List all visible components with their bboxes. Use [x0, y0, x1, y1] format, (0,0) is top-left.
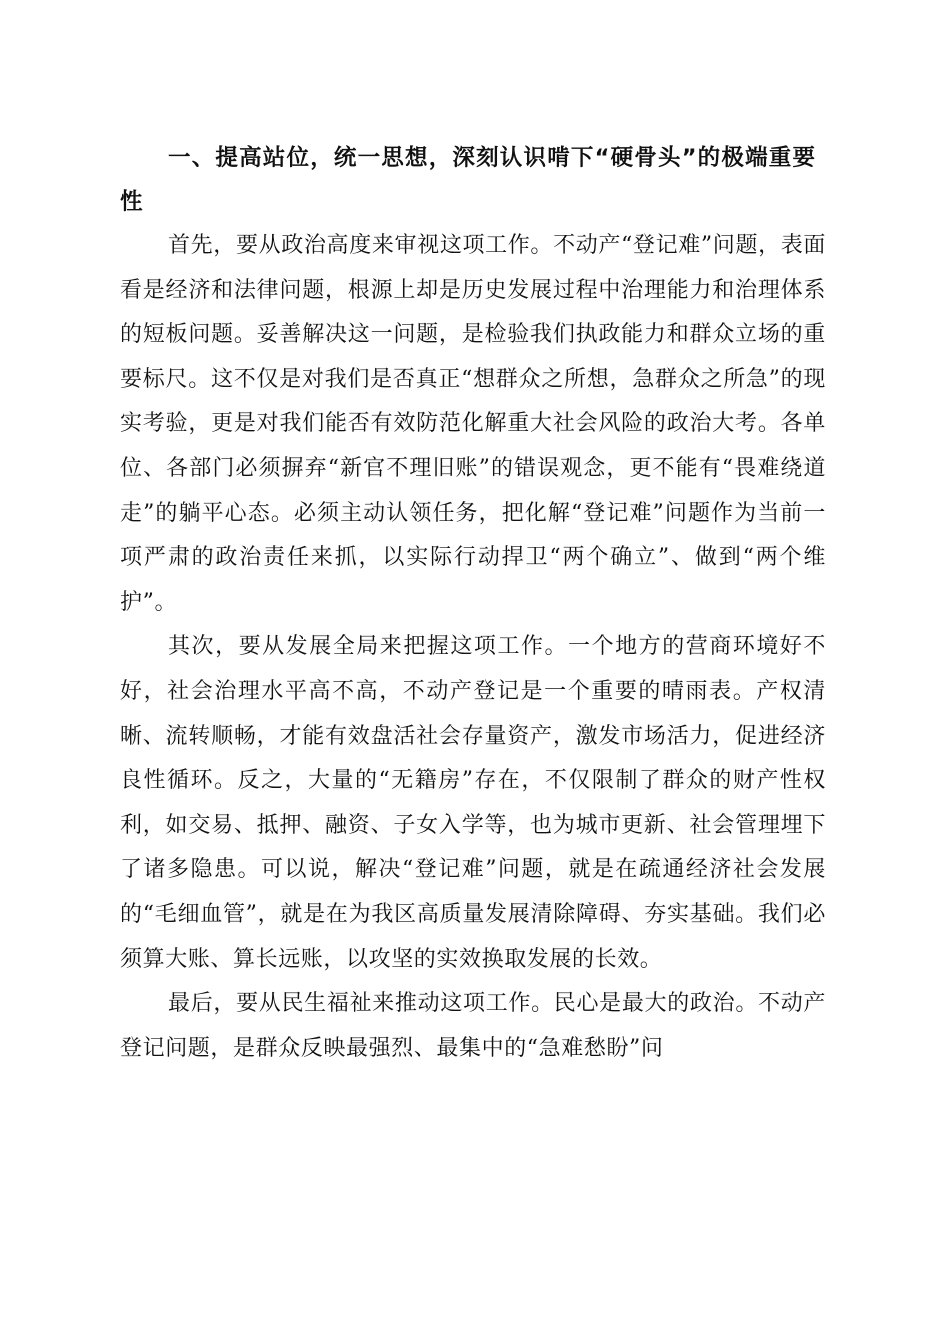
section-heading: 一、提高站位，统一思想，深刻认识啃下“硬骨头”的极端重要性 — [120, 145, 817, 215]
paragraph-first: 首先，要从政治高度来审视这项工作。不动产“登记难”问题，表面看是经济和法律问题，根源上却是历史发展过程中治理能力和治理体系的短板问题。妥善解决这一问题，是检验我们执政能力和群众立场的重要标尺。这不仅是对我们是否真正“想群众之所想，急群众之所急”的现实考验，更是对我们能否有效防范化解重大社会风险的政治大考。各单位、各部门必须摒弃“新官不理旧账”的错误观念，更不能有“畏难绕道走”的躺平心态。必须主动认领任务，把化解“登记难”问题作为当前一项严肃的政治责任来抓，以实际行动捍卫“两个确立”、做到“两个维护”。 — [120, 233, 826, 615]
paragraph-third: 最后，要从民生福祉来推动这项工作。民心是最大的政治。不动产登记问题，是群众反映最强烈、最集中的“急难愁盼”问 — [120, 991, 826, 1061]
document-body — [120, 136, 826, 1071]
paragraph-second: 其次，要从发展全局来把握这项工作。一个地方的营商环境好不好，社会治理水平高不高，不动产登记是一个重要的晴雨表。产权清晰、流转顺畅，才能有效盘活社会存量资产，激发市场活力，促进经济良性循环。反之，大量的“无籍房”存在，不仅限制了群众的财产性权利，如交易、抵押、融资、子女入学等，也为城市更新、社会管理埋下了诸多隐患。可以说，解决“登记难”问题，就是在疏通经济社会发展的“毛细血管”，就是在为我区高质量发展清除障碍、夯实基础。我们必须算大账、算长远账，以攻坚的实效换取发展的长效。 — [120, 634, 826, 972]
